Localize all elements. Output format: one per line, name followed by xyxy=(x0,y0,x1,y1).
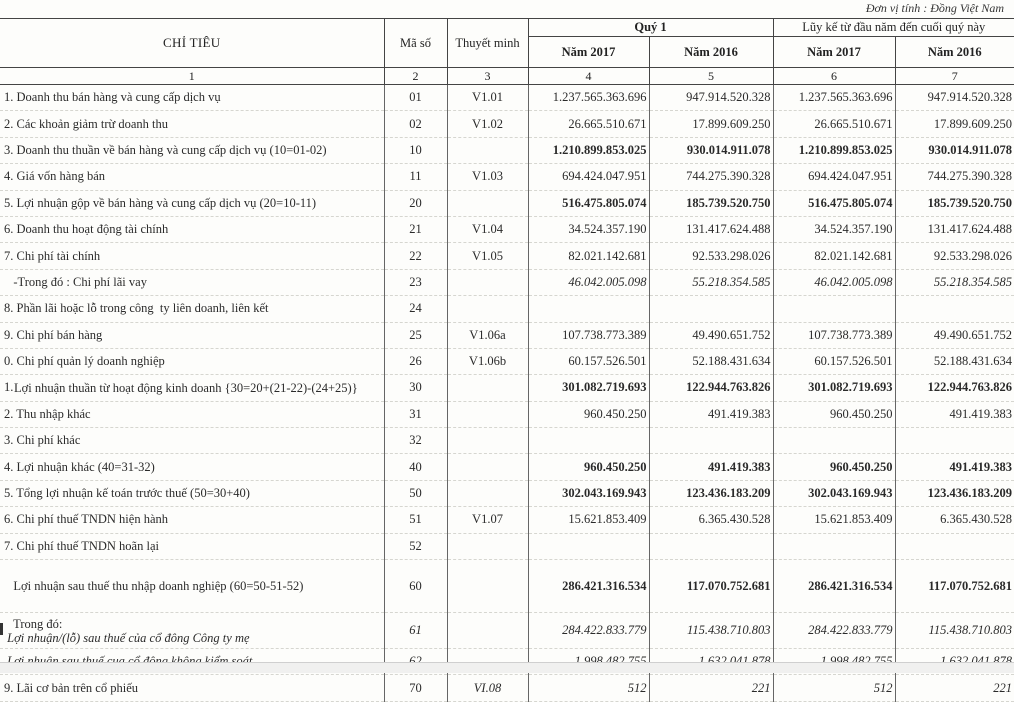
value-ytd-2016: 930.014.911.078 xyxy=(895,137,1014,163)
row-label-text: 8. Phần lãi hoặc lỗ trong công ty liên doanh, liên kết xyxy=(4,301,269,316)
value-q-2016: 123.436.183.209 xyxy=(649,480,773,506)
row-label-text: 6. Doanh thu hoạt động tài chính xyxy=(4,222,169,237)
row-label-text: 9. Lãi cơ bản trên cổ phiếu xyxy=(4,680,138,695)
bottom-scroll-area xyxy=(0,662,1014,673)
row-code: 26 xyxy=(384,348,447,374)
header-ma-so: Mã số xyxy=(384,19,447,68)
row-note xyxy=(447,480,528,506)
header-group-quarter: Quý 1 xyxy=(528,19,773,37)
col-number-4: 4 xyxy=(528,68,649,85)
row-label xyxy=(0,480,384,506)
value-ytd-2017: 302.043.169.943 xyxy=(773,480,895,506)
table-row xyxy=(0,111,1014,137)
header-chi-tieu: CHỈ TIÊU xyxy=(0,19,384,68)
row-label xyxy=(0,296,384,322)
row-code: 21 xyxy=(384,216,447,242)
value-ytd-2017: 960.450.250 xyxy=(773,454,895,480)
value-ytd-2016 xyxy=(895,296,1014,322)
table-row xyxy=(0,190,1014,216)
table-row xyxy=(0,533,1014,559)
row-code: 01 xyxy=(384,85,447,111)
value-q-2016: 131.417.624.488 xyxy=(649,216,773,242)
row-note: V1.06a xyxy=(447,322,528,348)
value-ytd-2016: 491.419.383 xyxy=(895,454,1014,480)
value-q-2017: 284.422.833.779 xyxy=(528,613,649,649)
value-q-2016: 55.218.354.585 xyxy=(649,269,773,295)
value-q-2016: 122.944.763.826 xyxy=(649,375,773,401)
row-label-text: 2. Các khoản giảm trừ doanh thu xyxy=(4,116,169,131)
value-ytd-2016: 947.914.520.328 xyxy=(895,85,1014,111)
value-ytd-2017 xyxy=(773,533,895,559)
value-ytd-2016: 123.436.183.209 xyxy=(895,480,1014,506)
row-note: V1.05 xyxy=(447,243,528,269)
value-ytd-2016: 49.490.651.752 xyxy=(895,322,1014,348)
row-note: V1.07 xyxy=(447,507,528,533)
value-q-2016 xyxy=(649,428,773,454)
row-note: V1.03 xyxy=(447,164,528,190)
value-ytd-2017: 1.210.899.853.025 xyxy=(773,137,895,163)
value-q-2017: 960.450.250 xyxy=(528,454,649,480)
header-year-q-2016: Năm 2016 xyxy=(649,37,773,68)
row-label-text: -Trong đó : Chi phí lãi vay xyxy=(4,274,147,289)
value-ytd-2016: 115.438.710.803 xyxy=(895,613,1014,649)
row-note xyxy=(447,401,528,427)
row-label xyxy=(0,675,384,701)
row-note: V1.06b xyxy=(447,348,528,374)
value-q-2016: 92.533.298.026 xyxy=(649,243,773,269)
value-q-2017: 34.524.357.190 xyxy=(528,216,649,242)
value-ytd-2017: 107.738.773.389 xyxy=(773,322,895,348)
row-note xyxy=(447,560,528,613)
value-ytd-2017 xyxy=(773,428,895,454)
row-label-text: 5. Tổng lợi nhuận kế toán trước thuế (50=30+40) xyxy=(4,486,250,501)
table-row xyxy=(0,401,1014,427)
table-row xyxy=(0,322,1014,348)
row-code: 50 xyxy=(384,480,447,506)
value-ytd-2017: 46.042.005.098 xyxy=(773,269,895,295)
value-q-2017: 302.043.169.943 xyxy=(528,480,649,506)
row-label xyxy=(0,322,384,348)
table-row xyxy=(0,137,1014,163)
value-q-2017: 301.082.719.693 xyxy=(528,375,649,401)
table-row xyxy=(0,675,1014,701)
value-ytd-2016: 55.218.354.585 xyxy=(895,269,1014,295)
value-q-2016 xyxy=(649,533,773,559)
value-ytd-2017: 512 xyxy=(773,675,895,701)
row-note: V1.04 xyxy=(447,216,528,242)
row-label-text: 9. Chi phí bán hàng xyxy=(4,327,103,342)
table-body xyxy=(0,85,1014,702)
value-q-2017 xyxy=(528,428,649,454)
row-label-text: 2. Thu nhập khác xyxy=(4,406,91,421)
row-note xyxy=(447,296,528,322)
value-ytd-2016: 122.944.763.826 xyxy=(895,375,1014,401)
value-q-2016: 115.438.710.803 xyxy=(649,613,773,649)
row-label xyxy=(0,401,384,427)
value-q-2016: 52.188.431.634 xyxy=(649,348,773,374)
row-code: 30 xyxy=(384,375,447,401)
value-q-2016: 6.365.430.528 xyxy=(649,507,773,533)
value-q-2017: 46.042.005.098 xyxy=(528,269,649,295)
row-note xyxy=(447,533,528,559)
value-ytd-2016: 117.070.752.681 xyxy=(895,560,1014,613)
row-label-text: Lợi nhuận sau thuế thu nhập doanh nghiệp (60=50-51-52) xyxy=(4,578,304,593)
col-number-3: 3 xyxy=(447,68,528,85)
row-code: 22 xyxy=(384,243,447,269)
table-row xyxy=(0,243,1014,269)
col-number-6: 6 xyxy=(773,68,895,85)
value-q-2016: 49.490.651.752 xyxy=(649,322,773,348)
row-code: 02 xyxy=(384,111,447,137)
row-label xyxy=(0,375,384,401)
currency-unit-label: Đơn vị tính : Đồng Việt Nam xyxy=(865,1,1004,15)
row-note xyxy=(447,137,528,163)
value-ytd-2016: 185.739.520.750 xyxy=(895,190,1014,216)
row-label-text: 7. Chi phí tài chính xyxy=(4,248,101,263)
row-note xyxy=(447,269,528,295)
value-q-2016: 221 xyxy=(649,675,773,701)
row-label-text: Lợi nhuận/(lỗ) sau thuế của cổ đông Công ty mẹ xyxy=(4,630,250,645)
table-row xyxy=(0,613,1014,649)
value-ytd-2016 xyxy=(895,533,1014,559)
value-ytd-2017: 34.524.357.190 xyxy=(773,216,895,242)
row-label-text: 1. Doanh thu bán hàng và cung cấp dịch vụ xyxy=(4,90,221,105)
row-note: V1.02 xyxy=(447,111,528,137)
row-note: V1.01 xyxy=(447,85,528,111)
row-label xyxy=(0,613,384,649)
value-ytd-2017: 60.157.526.501 xyxy=(773,348,895,374)
row-label xyxy=(0,111,384,137)
row-label-text: 6. Chi phí thuế TNDN hiện hành xyxy=(4,512,168,527)
value-ytd-2017: 960.450.250 xyxy=(773,401,895,427)
row-code: 70 xyxy=(384,675,447,701)
col-number-5: 5 xyxy=(649,68,773,85)
value-q-2016: 491.419.383 xyxy=(649,454,773,480)
value-ytd-2017: 301.082.719.693 xyxy=(773,375,895,401)
value-q-2016: 491.419.383 xyxy=(649,401,773,427)
value-q-2017: 960.450.250 xyxy=(528,401,649,427)
table-row xyxy=(0,507,1014,533)
row-note xyxy=(447,454,528,480)
value-q-2017 xyxy=(528,533,649,559)
value-ytd-2017 xyxy=(773,296,895,322)
table-row xyxy=(0,428,1014,454)
table-row xyxy=(0,269,1014,295)
row-label xyxy=(0,454,384,480)
table-row xyxy=(0,560,1014,613)
value-q-2017: 15.621.853.409 xyxy=(528,507,649,533)
row-label xyxy=(0,137,384,163)
table-row xyxy=(0,216,1014,242)
row-label-text: 3. Doanh thu thuần về bán hàng và cung cấp dịch vụ (10=01-02) xyxy=(4,142,327,157)
header-year-q-2017: Năm 2017 xyxy=(528,37,649,68)
col-number-1: 1 xyxy=(0,68,384,85)
value-q-2017: 286.421.316.534 xyxy=(528,560,649,613)
table-row xyxy=(0,348,1014,374)
value-q-2017: 107.738.773.389 xyxy=(528,322,649,348)
row-label-text: 5. Lợi nhuận gộp về bán hàng và cung cấp dịch vụ (20=10-11) xyxy=(4,195,317,210)
row-code: 61 xyxy=(384,613,447,649)
row-note xyxy=(447,428,528,454)
value-ytd-2016: 491.419.383 xyxy=(895,401,1014,427)
row-code: 60 xyxy=(384,560,447,613)
header-group-ytd: Lũy kế từ đầu năm đến cuối quý này xyxy=(773,19,1014,37)
value-q-2017 xyxy=(528,296,649,322)
row-code: 20 xyxy=(384,190,447,216)
value-ytd-2017: 516.475.805.074 xyxy=(773,190,895,216)
value-ytd-2016: 6.365.430.528 xyxy=(895,507,1014,533)
value-ytd-2017: 694.424.047.951 xyxy=(773,164,895,190)
row-label xyxy=(0,164,384,190)
row-label-text: Lợi nhuận thuần từ hoạt động kinh doanh {30=20+(21-22)-(24+25)} xyxy=(14,380,358,395)
row-code: 40 xyxy=(384,454,447,480)
row-label xyxy=(0,428,384,454)
col-number-7: 7 xyxy=(895,68,1014,85)
row-code: 51 xyxy=(384,507,447,533)
value-q-2016: 947.914.520.328 xyxy=(649,85,773,111)
value-ytd-2016: 744.275.390.328 xyxy=(895,164,1014,190)
value-ytd-2017: 26.665.510.671 xyxy=(773,111,895,137)
value-ytd-2017: 82.021.142.681 xyxy=(773,243,895,269)
header-thuyet-minh: Thuyết minh xyxy=(447,19,528,68)
header-year-ytd-2016: Năm 2016 xyxy=(895,37,1014,68)
value-q-2017: 26.665.510.671 xyxy=(528,111,649,137)
value-q-2016: 117.070.752.681 xyxy=(649,560,773,613)
value-q-2017: 82.021.142.681 xyxy=(528,243,649,269)
value-ytd-2016: 221 xyxy=(895,675,1014,701)
table-row xyxy=(0,454,1014,480)
row-note: VI.08 xyxy=(447,675,528,701)
row-marker xyxy=(0,623,3,635)
value-q-2016: 744.275.390.328 xyxy=(649,164,773,190)
row-prefix: Trong đó: xyxy=(4,616,63,631)
value-q-2017: 694.424.047.951 xyxy=(528,164,649,190)
value-q-2017: 1.237.565.363.696 xyxy=(528,85,649,111)
row-label-text: 0. Chi phí quản lý doanh nghiệp xyxy=(4,354,165,369)
row-label xyxy=(0,269,384,295)
value-ytd-2016 xyxy=(895,428,1014,454)
col-number-2: 2 xyxy=(384,68,447,85)
table-row xyxy=(0,480,1014,506)
table-row xyxy=(0,296,1014,322)
table-row xyxy=(0,164,1014,190)
value-q-2017: 516.475.805.074 xyxy=(528,190,649,216)
table-row xyxy=(0,375,1014,401)
row-label xyxy=(0,348,384,374)
row-label xyxy=(0,560,384,613)
row-code: 23 xyxy=(384,269,447,295)
row-label xyxy=(0,507,384,533)
value-q-2016: 17.899.609.250 xyxy=(649,111,773,137)
value-ytd-2016: 131.417.624.488 xyxy=(895,216,1014,242)
row-note xyxy=(447,613,528,649)
row-label xyxy=(0,216,384,242)
row-label-text: 4. Lợi nhuận khác (40=31-32) xyxy=(4,459,155,474)
value-ytd-2017: 15.621.853.409 xyxy=(773,507,895,533)
value-ytd-2016: 92.533.298.026 xyxy=(895,243,1014,269)
row-note xyxy=(447,375,528,401)
value-ytd-2017: 284.422.833.779 xyxy=(773,613,895,649)
value-q-2017: 512 xyxy=(528,675,649,701)
row-index: 1. xyxy=(4,380,14,395)
value-q-2016: 930.014.911.078 xyxy=(649,137,773,163)
row-code: 24 xyxy=(384,296,447,322)
row-note xyxy=(447,190,528,216)
row-label-text: 3. Chi phí khác xyxy=(4,433,81,448)
row-code: 10 xyxy=(384,137,447,163)
row-code: 32 xyxy=(384,428,447,454)
value-ytd-2017: 286.421.316.534 xyxy=(773,560,895,613)
row-label-text: 4. Giá vốn hàng bán xyxy=(4,169,106,184)
header-year-ytd-2017: Năm 2017 xyxy=(773,37,895,68)
row-label xyxy=(0,190,384,216)
value-q-2017: 60.157.526.501 xyxy=(528,348,649,374)
row-label xyxy=(0,243,384,269)
row-code: 31 xyxy=(384,401,447,427)
row-code: 25 xyxy=(384,322,447,348)
value-q-2017: 1.210.899.853.025 xyxy=(528,137,649,163)
row-label xyxy=(0,85,384,111)
income-statement-table xyxy=(0,18,1014,702)
row-label xyxy=(0,533,384,559)
row-code: 52 xyxy=(384,533,447,559)
value-q-2016: 185.739.520.750 xyxy=(649,190,773,216)
value-ytd-2016: 52.188.431.634 xyxy=(895,348,1014,374)
row-code: 11 xyxy=(384,164,447,190)
row-label-text: 7. Chi phí thuế TNDN hoãn lại xyxy=(4,538,159,553)
value-ytd-2017: 1.237.565.363.696 xyxy=(773,85,895,111)
value-ytd-2016: 17.899.609.250 xyxy=(895,111,1014,137)
table-row xyxy=(0,85,1014,111)
value-q-2016 xyxy=(649,296,773,322)
